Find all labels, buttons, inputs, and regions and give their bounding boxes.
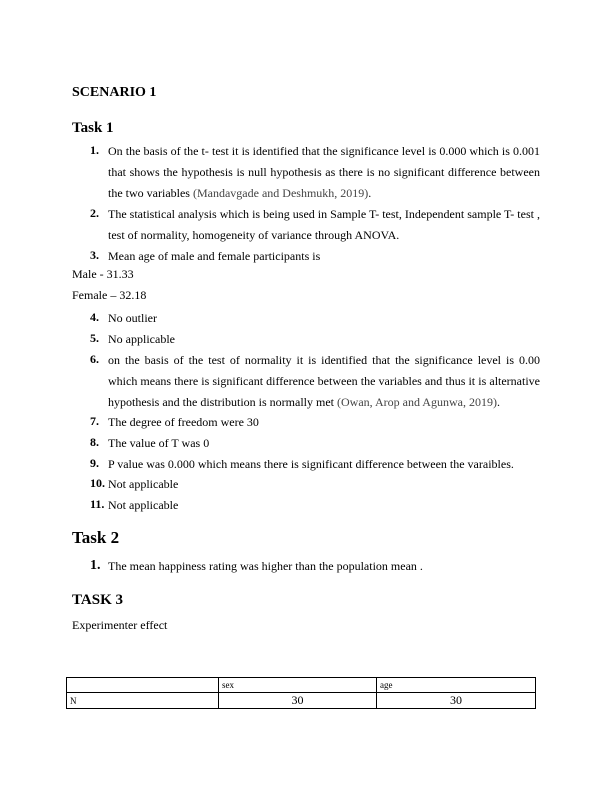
item-number: 2. <box>90 206 99 220</box>
item-text <box>108 350 540 412</box>
descriptive-stats-table <box>66 677 536 709</box>
task3-heading: TASK 3 <box>72 592 123 608</box>
item-number: 11. <box>90 497 105 511</box>
item-text: The statistical analysis which is being used in Sample T- test, Independent sample T- test , test of normality, homogeneity of variance through ANOVA. <box>108 207 540 242</box>
table-row <box>67 693 536 709</box>
item-text <box>108 141 540 203</box>
item-text: The mean happiness rating was higher than the population mean . <box>108 559 423 573</box>
item-number: 1. <box>90 558 101 573</box>
item-text: The degree of freedom were 30 <box>108 415 259 429</box>
task3-text: Experimenter effect <box>72 618 168 632</box>
table-header-row <box>67 678 536 693</box>
female-mean: Female – 32.18 <box>72 288 147 302</box>
item-end: . <box>368 185 372 200</box>
item-text: P value was 0.000 which means there is significant difference between the varaibles. <box>108 457 514 471</box>
scenario-heading: SCENARIO 1 <box>72 85 157 100</box>
table-header-cell: age <box>377 678 536 693</box>
citation: (Mandavgade and Deshmukh, 2019) <box>192 185 369 200</box>
task2-heading: Task 2 <box>72 528 120 547</box>
task1-heading: Task 1 <box>72 120 114 136</box>
item-number: 10. <box>90 476 105 490</box>
item-text: No outlier <box>108 311 157 325</box>
item-number: 8. <box>90 435 99 449</box>
item-number: 4. <box>90 310 99 324</box>
item-text: Not applicable <box>108 477 179 491</box>
male-mean: Male - 31.33 <box>72 267 134 281</box>
table-header-cell: sex <box>219 678 377 693</box>
item-text: No applicable <box>108 332 175 346</box>
item-number: 1. <box>90 143 99 157</box>
item-number: 3. <box>90 248 99 262</box>
item-number: 7. <box>90 414 99 428</box>
item-text: Not applicable <box>108 498 179 512</box>
item-body: on the basis of the test of normality it is identified that the significance level is 0.00 which means there is significant difference between the variables and thus it is alternative hypothesis and the distribution is normally met <box>108 353 540 409</box>
item-number: 9. <box>90 456 99 470</box>
item-end: . <box>496 394 500 409</box>
table-header-cell <box>67 678 219 693</box>
table-cell: 30 <box>377 693 536 709</box>
citation: (Owan, Arop and Agunwa, 2019) <box>336 394 497 409</box>
table-row-label: N <box>67 693 219 709</box>
item-body: On the basis of the t- test it is identified that the significance level is 0.000 which is 0.001 that shows the hypothesis is null hypothesis as there is no significant difference between the two variables <box>108 144 540 200</box>
item-number: 5. <box>90 331 99 345</box>
table-cell: 30 <box>219 693 377 709</box>
item-text: The value of T was 0 <box>108 436 210 450</box>
item-text: Mean age of male and female participants is <box>108 249 321 263</box>
item-number: 6. <box>90 352 99 366</box>
